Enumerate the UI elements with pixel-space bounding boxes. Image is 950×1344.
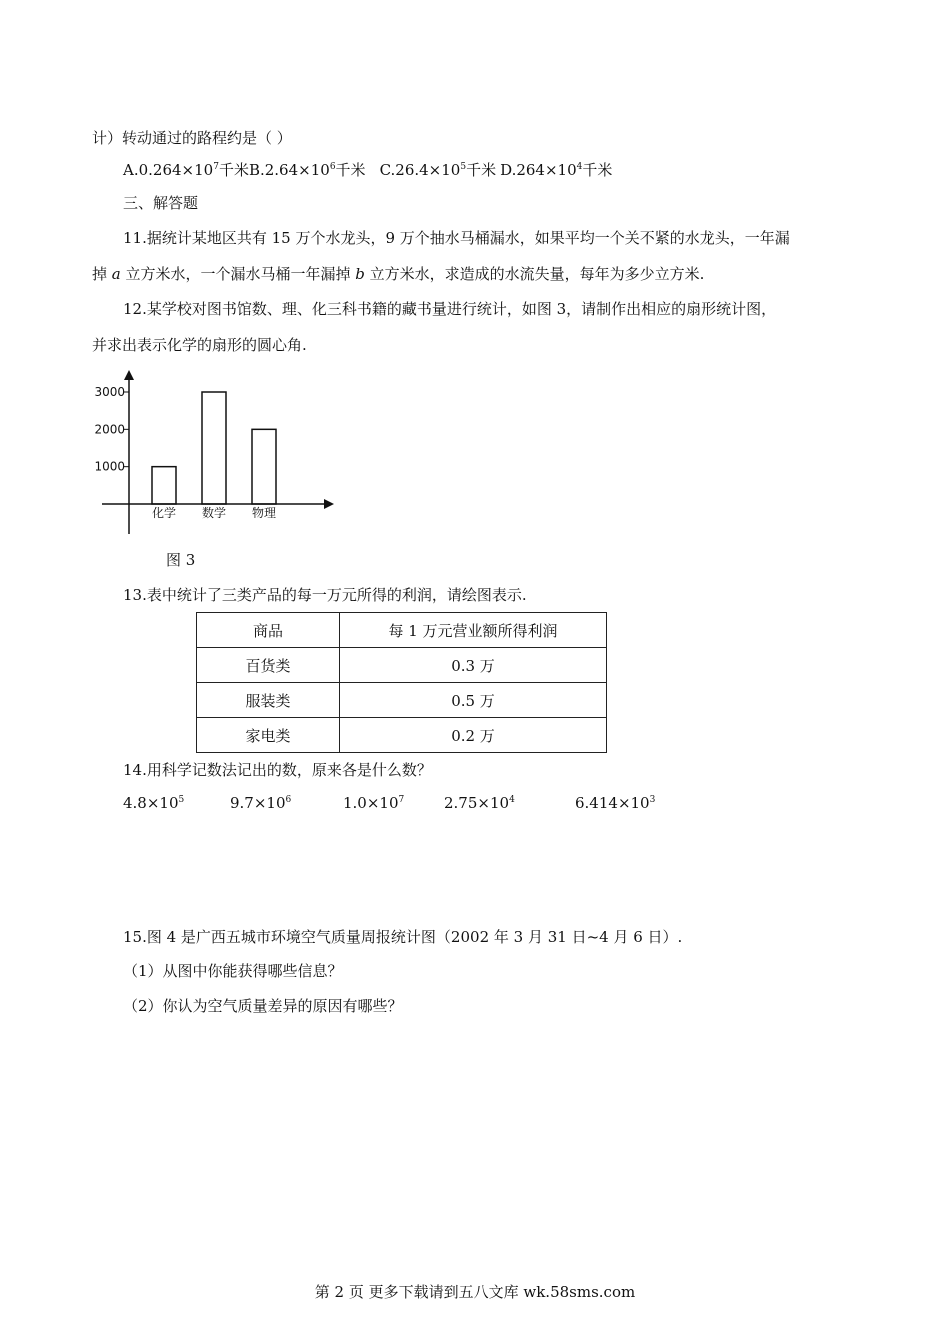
table-row bbox=[197, 718, 607, 753]
sci-number: $1.0\times 10^7$ bbox=[343, 794, 405, 812]
table-cell: 服装类 bbox=[197, 683, 340, 718]
option-d: $D.264\times 10^4$千米 bbox=[500, 161, 613, 179]
q14-text: 14.用科学记数法记出的数，原来各是什么数？ bbox=[123, 761, 432, 779]
q10-tail-line: 计）转动通过的路程约是（ ） bbox=[92, 129, 292, 147]
q15-sub1: （1）从图中你能获得哪些信息？ bbox=[123, 962, 343, 980]
q10-options bbox=[123, 160, 612, 180]
sci-number: $9.7\times 10^6$ bbox=[230, 794, 292, 812]
q13-text: 13.表中统计了三类产品的每一万元所得的利润，请绘图表示. bbox=[123, 586, 527, 604]
option-b: $B.2.64\times 10^6$千米 bbox=[248, 161, 366, 179]
sci-number: $2.75\times 10^4$ bbox=[444, 794, 515, 812]
x-tick-label: 化学 bbox=[151, 506, 177, 520]
bar bbox=[202, 392, 226, 504]
page-footer: 第 2 页 更多下载请到五八文库 wk.58sms.com bbox=[314, 1283, 636, 1301]
q11-line2: 掉 a 立方米水，一个漏水马桶一年漏掉 b 立方米水，求造成的水流失量，每年为多少立方米. bbox=[92, 265, 705, 283]
table-header-profit: 每 1 万元营业额所得利润 bbox=[340, 613, 607, 648]
sci-number: $4.8\times 10^5$ bbox=[123, 794, 185, 812]
figure-3-caption: 图 3 bbox=[166, 551, 196, 569]
q11-line1: 11.据统计某地区共有 15 万个水龙头，9 万个抽水马桶漏水，如果平均一个关不紧的水龙头，一年漏 bbox=[123, 229, 790, 247]
q15-text: 15.图 4 是广西五城市环境空气质量周报统计图（2002 年 3 月 31 日~4 月 6 日）. bbox=[123, 928, 683, 946]
table-cell: 0.5 万 bbox=[340, 683, 607, 718]
y-tick-label: 2000 bbox=[94, 422, 125, 437]
table-cell: 0.2 万 bbox=[340, 718, 607, 753]
y-axis-arrow bbox=[124, 370, 134, 380]
table-cell: 百货类 bbox=[197, 648, 340, 683]
x-axis-arrow bbox=[324, 499, 334, 509]
table-row bbox=[197, 648, 607, 683]
sci-number: $6.414\times 10^3$ bbox=[575, 794, 656, 812]
q15-sub2: （2）你认为空气质量差异的原因有哪些？ bbox=[123, 997, 403, 1015]
bar bbox=[152, 467, 176, 504]
bar bbox=[252, 429, 276, 504]
table-cell: 0.3 万 bbox=[340, 648, 607, 683]
profit-table bbox=[196, 612, 607, 753]
bar-chart-figure-3 bbox=[92, 368, 352, 568]
x-tick-label: 物理 bbox=[251, 506, 277, 520]
y-tick-label: 1000 bbox=[94, 459, 125, 474]
table-cell: 家电类 bbox=[197, 718, 340, 753]
option-c: $C.26.4\times 10^5$千米 bbox=[379, 161, 497, 179]
option-a: $A.0.264\times 10^7$千米 bbox=[123, 161, 249, 179]
section-heading: 三、解答题 bbox=[123, 194, 199, 212]
table-header-row bbox=[197, 613, 607, 648]
q12-line2: 并求出表示化学的扇形的圆心角. bbox=[92, 336, 307, 354]
table-row bbox=[197, 683, 607, 718]
x-tick-label: 数学 bbox=[201, 506, 227, 520]
table-header-product: 商品 bbox=[197, 613, 340, 648]
q12-line1: 12.某学校对图书馆数、理、化三科书籍的藏书量进行统计，如图 3，请制作出相应的扇形统计图， bbox=[123, 300, 777, 318]
y-tick-label: 3000 bbox=[94, 385, 125, 399]
